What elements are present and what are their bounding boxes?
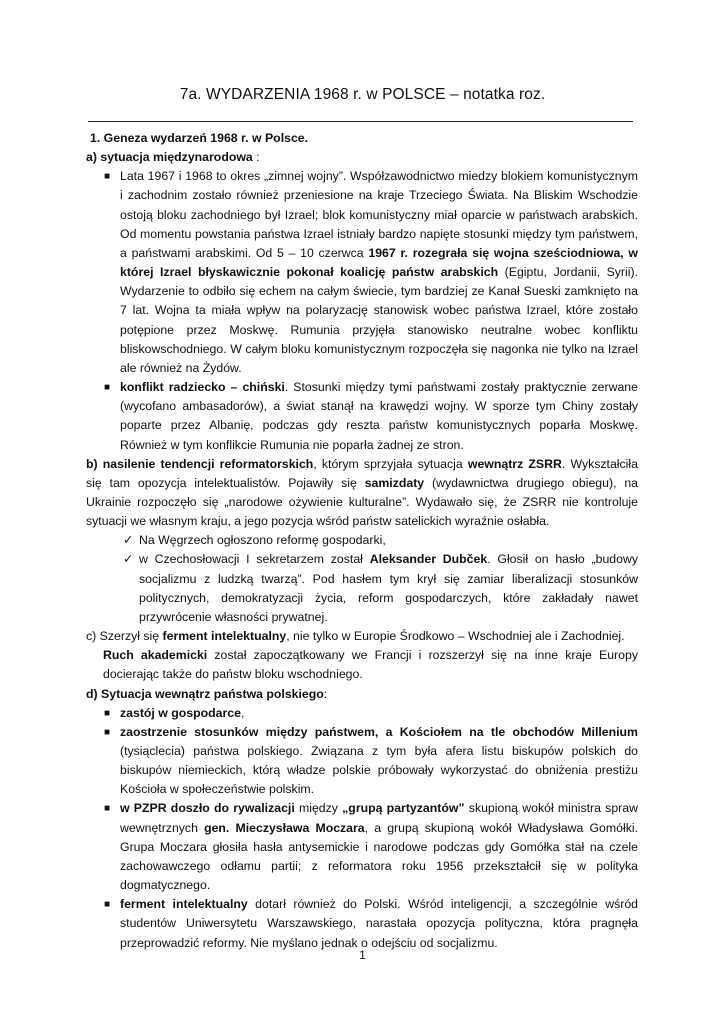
text: (wydawnictwa drugiego obiegu), na Ukrainie rozpoczęło się „narodowe ożywienie kulturalne”. Wydawało się, że ZSRR nie kontroluje sytuacji we własnym kraju, a jego pozycja wśród państw satelickich wyraźnie osłabła. bbox=[86, 475, 638, 529]
text: (tysiąclecia) państwa polskiego. Związana z tym była afera listu biskupów polskich do biskupów niemieckich, którą władze polskie próbowały wykorzystać do obniżenia prestiżu Kościoła w społeczeństwie polskim. bbox=[120, 744, 638, 797]
bold-text: „grupą partyzantów” bbox=[342, 801, 465, 816]
text: . Wykształciła się tam opozycja intelektualistów. Pojawiły się bbox=[86, 456, 638, 490]
square-bullet-icon bbox=[104, 378, 110, 397]
bold-text: zaostrzenie stosunków między państwem, a Kościołem na tle obchodów Millenium bbox=[120, 724, 638, 739]
check-item-hungary bbox=[86, 531, 638, 550]
text: Lata 1967 i 1968 to okres „zimnej wojny”. Współzawodnictwo miedzy blokiem komunistycznym i zachodnim zostało również przeniesione na kraje Trzeciego Świata. Na Bliskim Wschodzie ostoją bloku zachodniego był Izrael; blok komunistyczny miał oparcie w państwach arabskich. Od momentu powstania państwa Izrael istniały bardzo napięte stosunki między tym państwem, a państwami arabskimi. Od 5 – 10 czerwca bbox=[120, 169, 638, 260]
text: , którym sprzyjała sytuacja bbox=[313, 456, 468, 471]
text: między bbox=[294, 801, 343, 816]
checkmark-icon bbox=[123, 531, 133, 550]
bold-text: Ruch akademicki bbox=[103, 648, 208, 663]
bullet-sino-soviet bbox=[86, 378, 638, 455]
subsection-b bbox=[86, 455, 638, 532]
page-number: 1 bbox=[359, 948, 366, 962]
page-title: 7a. WYDARZENIA 1968 r. w POLSCE – notatka roz. bbox=[179, 86, 546, 103]
text: skupioną wokół ministra spraw wewnętrznych bbox=[120, 801, 638, 835]
bold-text: 1967 r. rozegrała się wojna sześciodniowa, w której Izrael błyskawicznie pokonał koalicję państw arabskich bbox=[120, 245, 639, 280]
bold-text: gen. Mieczysława Moczara bbox=[204, 820, 365, 835]
subsection-d-colon: : bbox=[323, 686, 328, 701]
document-body bbox=[86, 129, 638, 953]
checkmark-icon bbox=[123, 550, 133, 569]
text: . Głosił on hasło „budowy socjalizmu z ludzką twarzą”. Pod hasłem tym krył się zamiar liberalizacji stosunków politycznych, demokratyzacji życia, reform gospodarczych, które zakładały nawet przywrócenie własności prywatnej. bbox=[139, 552, 638, 624]
text: dotarł również do Polski. Wśród inteligencji, a szczególnie wśród studentów Uniwersytetu Warszawskiego, narastała opozycja polityczna, która pragnęła przeprowadzić reformy. Nie myślano jednak o odejściu od socjalizmu. bbox=[120, 897, 638, 950]
text: Na Węgrzech ogłoszono reformę gospodarki, bbox=[139, 533, 386, 548]
subsection-a-heading bbox=[86, 148, 638, 167]
bullet-pzpr bbox=[86, 799, 638, 895]
bullet-church bbox=[86, 723, 638, 800]
bold-text: samizdaty bbox=[364, 475, 425, 490]
bold-text: ferment intelektualny bbox=[120, 897, 248, 912]
title-divider bbox=[88, 121, 633, 122]
bold-text: zastój w gospodarce bbox=[120, 705, 241, 720]
text: c) Szerzył się bbox=[86, 629, 163, 644]
bold-text: ferment intelektualny bbox=[162, 629, 287, 644]
square-bullet-icon bbox=[104, 799, 110, 818]
bullet-cold-war bbox=[86, 167, 638, 378]
square-bullet-icon bbox=[104, 895, 110, 914]
subsection-a-label: a) sytuacja międzynarodowa bbox=[86, 150, 253, 165]
text: . Stosunki między tymi państwami zostały praktycznie zerwane (wycofano ambasadorów), a świat stanął na krawędzi wojny. W sporze tym Chiny zostały poparte przez Albanię, podczas gdy reszta państw komunistycznych poparła Moskwę. Również w tym konflikcie Rumunia nie poparła żadnej ze stron. bbox=[120, 380, 638, 452]
bullet-economy bbox=[86, 704, 638, 723]
square-bullet-icon bbox=[104, 723, 110, 742]
text: został zapoczątkowany we Francji i rozszerzył się na inne kraje Europy docierając także do państw bloku wschodniego. bbox=[103, 648, 638, 682]
square-bullet-icon bbox=[104, 704, 110, 723]
subsection-b-label: b) nasilenie tendencji reformatorskich bbox=[86, 456, 314, 471]
text: , nie tylko w Europie Środkowo – Wschodniej ale i Zachodniej. bbox=[286, 629, 625, 644]
bold-text: w PZPR doszło do rywalizacji bbox=[120, 801, 295, 816]
check-item-czechoslovakia bbox=[86, 550, 638, 627]
bold-text: wewnątrz ZSRR bbox=[467, 456, 562, 471]
text: (Egiptu, Jordanii, Syrii). Wydarzenie to odbiło się echem na całym świecie, tym bardziej ze Kanał Sueski zamknięto na 7 lat. Wojna ta miała wpływ na polaryzację stanowisk wobec państwa Izrael, które zostało potępione przez Moskwę. Rumunia przyjęła stanowisko neutralne wobec konfliktu bliskowschodniego. W całym bloku komunistycznym rozpoczęła się nagonka nie tylko na Izrael ale również na Żydów. bbox=[120, 265, 638, 375]
subsection-c-continued bbox=[86, 646, 638, 684]
subsection-d-label: d) Sytuacja wewnątrz państwa polskiego bbox=[86, 686, 324, 701]
subsection-d-heading bbox=[86, 685, 638, 704]
square-bullet-icon bbox=[104, 167, 110, 186]
text: , a grupą skupioną wokół Władysława Gomółki. Grupa Moczara głosiła hasła antysemickie i narodowe podczas gdy Gomółka stał na czele zachowawczego odłamu partii; z reformatora roku 1956 przekształcił się w polityka dogmatycznego. bbox=[120, 820, 638, 893]
section-heading: 1. Geneza wydarzeń 1968 r. w Polsce. bbox=[90, 131, 309, 145]
bold-text: konflikt radziecko – chiński bbox=[120, 380, 285, 395]
subsection-c bbox=[86, 627, 638, 646]
text: w Czechosłowacji I sekretarzem został bbox=[139, 552, 370, 567]
bold-text: Aleksander Dubček bbox=[369, 552, 488, 567]
text: , bbox=[240, 705, 245, 720]
bullet-ferment bbox=[86, 895, 638, 952]
subsection-a-colon: : bbox=[252, 150, 260, 165]
